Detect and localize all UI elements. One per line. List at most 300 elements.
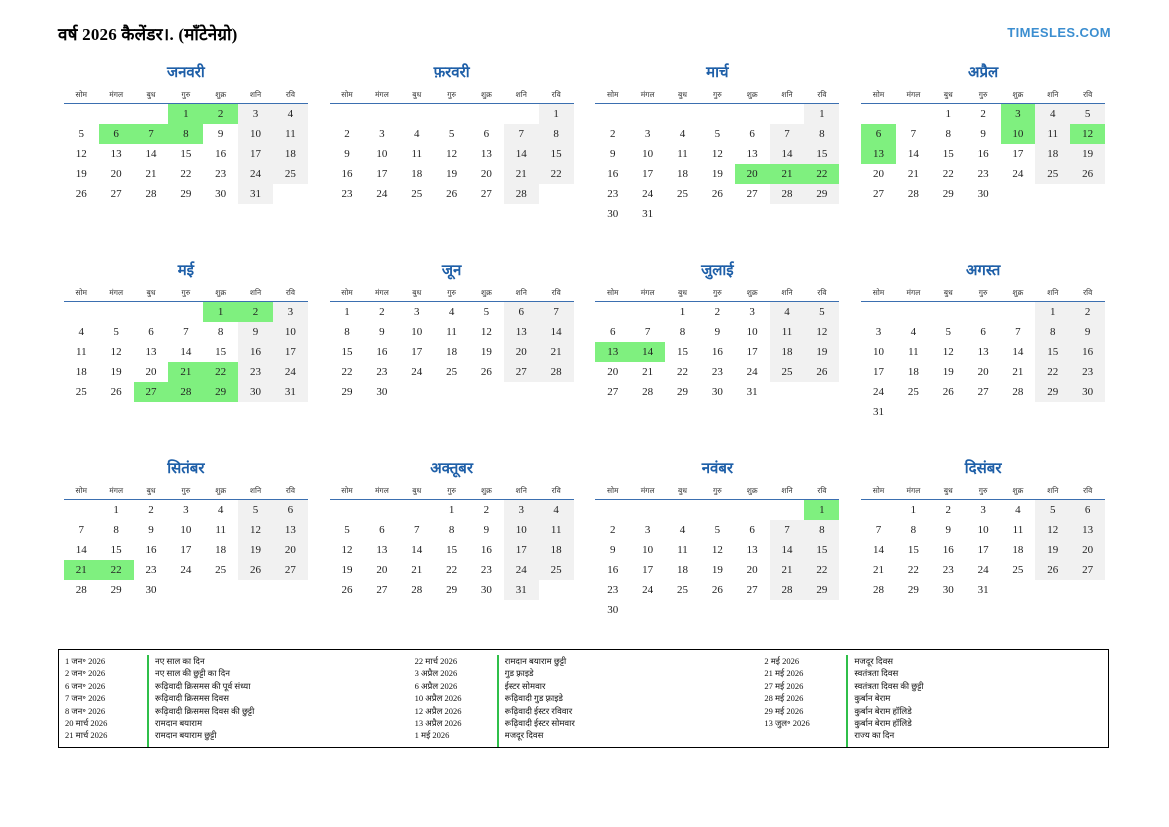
day-cell[interactable]: 29 [907,584,919,596]
day-cell[interactable]: 9 [610,544,616,556]
day-cell[interactable]: 25 [273,164,308,184]
day-cell[interactable]: 23 [215,168,227,180]
day-cell-holiday[interactable]: 21 [64,560,99,580]
day-cell[interactable]: 27 [110,188,122,200]
day-cell[interactable]: 10 [180,524,192,536]
day-cell[interactable]: 1 [448,504,455,516]
day-cell[interactable]: 23 [607,584,619,596]
day-cell[interactable]: 8 [945,128,951,140]
day-cell[interactable]: 1 [804,104,839,125]
day-cell[interactable]: 25 [1035,164,1070,184]
day-cell[interactable]: 29 [804,184,839,204]
day-cell[interactable]: 6 [483,128,490,140]
day-cell[interactable]: 29 [804,580,839,600]
day-cell[interactable]: 24 [180,564,192,576]
day-cell[interactable]: 19 [341,564,353,576]
day-cell[interactable]: 17 [642,168,654,180]
day-cell[interactable]: 17 [180,544,192,556]
day-cell[interactable]: 14 [504,144,539,164]
day-cell[interactable]: 10 [238,124,273,144]
day-cell[interactable]: 31 [504,580,539,600]
day-cell[interactable]: 4 [448,306,455,318]
day-cell[interactable]: 9 [379,326,385,338]
day-cell[interactable]: 16 [145,544,157,556]
day-cell[interactable]: 30 [607,208,619,220]
day-cell[interactable]: 2 [148,504,154,516]
day-cell[interactable]: 15 [539,144,574,164]
day-cell[interactable]: 19 [446,168,458,180]
day-cell[interactable]: 13 [746,148,758,160]
day-cell[interactable]: 11 [539,520,574,540]
day-cell[interactable]: 7 [504,124,539,144]
day-cell[interactable]: 30 [607,604,619,616]
day-cell[interactable]: 17 [873,366,885,378]
day-cell[interactable]: 24 [504,560,539,580]
day-cell[interactable]: 12 [238,520,273,540]
day-cell[interactable]: 22 [180,168,192,180]
day-cell[interactable]: 1 [113,504,119,516]
day-cell[interactable]: 7 [413,524,420,536]
day-cell[interactable]: 12 [942,346,954,358]
day-cell[interactable]: 28 [75,584,87,596]
day-cell[interactable]: 16 [341,168,353,180]
day-cell[interactable]: 13 [977,346,989,358]
day-cell[interactable]: 22 [446,564,458,576]
day-cell[interactable]: 26 [711,584,723,596]
day-cell[interactable]: 9 [344,148,350,160]
day-cell[interactable]: 4 [1015,504,1021,516]
day-cell[interactable]: 18 [273,144,308,164]
day-cell[interactable]: 16 [977,148,989,160]
day-cell[interactable]: 28 [642,386,654,398]
day-cell[interactable]: 14 [770,540,805,560]
day-cell[interactable]: 25 [446,366,458,378]
day-cell[interactable]: 23 [942,564,954,576]
day-cell[interactable]: 15 [804,540,839,560]
day-cell[interactable]: 18 [676,168,688,180]
day-cell[interactable]: 13 [273,520,308,540]
day-cell[interactable]: 12 [75,148,87,160]
day-cell[interactable]: 17 [746,346,758,358]
day-cell[interactable]: 21 [1012,366,1024,378]
day-cell-holiday[interactable]: 6 [99,124,134,144]
day-cell[interactable]: 26 [446,188,458,200]
day-cell[interactable]: 7 [910,128,917,140]
day-cell[interactable]: 10 [977,524,989,536]
day-cell[interactable]: 9 [714,326,721,338]
day-cell[interactable]: 18 [907,366,919,378]
day-cell[interactable]: 29 [341,386,353,398]
day-cell[interactable]: 12 [480,326,492,338]
day-cell[interactable]: 24 [1012,168,1024,180]
day-cell[interactable]: 9 [610,148,616,160]
day-cell[interactable]: 5 [804,302,839,323]
day-cell[interactable]: 30 [145,584,157,596]
day-cell[interactable]: 19 [711,564,723,576]
day-cell[interactable]: 18 [75,366,87,378]
day-cell[interactable]: 7 [770,124,805,144]
day-cell[interactable]: 2 [980,108,986,120]
day-cell[interactable]: 2 [610,524,616,536]
day-cell[interactable]: 12 [711,544,723,556]
day-cell[interactable]: 24 [642,188,654,200]
day-cell[interactable]: 25 [770,362,805,382]
day-cell[interactable]: 11 [908,346,919,358]
day-cell[interactable]: 8 [113,524,119,536]
day-cell[interactable]: 20 [376,564,388,576]
day-cell[interactable]: 4 [273,104,308,125]
day-cell[interactable]: 20 [273,540,308,560]
day-cell[interactable]: 24 [873,386,885,398]
day-cell[interactable]: 6 [148,326,154,338]
day-cell[interactable]: 5 [238,500,273,521]
day-cell[interactable]: 15 [446,544,458,556]
day-cell[interactable]: 7 [644,326,651,338]
day-cell[interactable]: 13 [376,544,388,556]
day-cell[interactable]: 7 [875,524,882,536]
day-cell[interactable]: 2 [714,306,721,318]
day-cell[interactable]: 25 [676,584,688,596]
day-cell[interactable]: 18 [539,540,574,560]
day-cell[interactable]: 14 [1012,346,1024,358]
day-cell[interactable]: 29 [110,584,122,596]
day-cell[interactable]: 9 [483,524,490,536]
day-cell[interactable]: 16 [238,342,273,362]
day-cell[interactable]: 14 [145,148,157,160]
day-cell[interactable]: 22 [539,164,574,184]
day-cell[interactable]: 28 [770,580,805,600]
day-cell[interactable]: 13 [110,148,122,160]
day-cell[interactable]: 12 [446,148,458,160]
day-cell[interactable]: 15 [676,346,688,358]
day-cell[interactable]: 27 [504,362,539,382]
day-cell[interactable]: 30 [376,386,388,398]
day-cell[interactable]: 19 [1035,540,1070,560]
day-cell[interactable]: 4 [217,504,224,516]
day-cell[interactable]: 20 [1070,540,1105,560]
day-cell[interactable]: 19 [110,366,122,378]
day-cell[interactable]: 1 [910,504,917,516]
day-cell[interactable]: 20 [480,168,492,180]
day-cell[interactable]: 1 [679,306,686,318]
day-cell[interactable]: 14 [770,144,805,164]
day-cell[interactable]: 2 [610,128,616,140]
day-cell[interactable]: 10 [411,326,423,338]
day-cell[interactable]: 14 [75,544,87,556]
day-cell[interactable]: 21 [642,366,654,378]
day-cell[interactable]: 13 [1070,520,1105,540]
day-cell[interactable]: 23 [145,564,157,576]
day-cell[interactable]: 4 [679,524,686,536]
day-cell[interactable]: 26 [804,362,839,382]
day-cell[interactable]: 27 [977,386,989,398]
day-cell[interactable]: 26 [1070,164,1105,184]
day-cell[interactable]: 20 [746,564,758,576]
day-cell[interactable]: 17 [977,544,989,556]
day-cell[interactable]: 11 [446,326,457,338]
day-cell[interactable]: 10 [873,346,885,358]
day-cell[interactable]: 24 [642,584,654,596]
day-cell[interactable]: 11 [770,322,805,342]
day-cell[interactable]: 10 [273,322,308,342]
day-cell[interactable]: 9 [1070,322,1105,342]
day-cell[interactable]: 23 [711,366,723,378]
day-cell[interactable]: 11 [1012,524,1024,536]
day-cell[interactable]: 5 [113,326,119,338]
day-cell[interactable]: 29 [942,188,954,200]
day-cell[interactable]: 14 [411,544,423,556]
day-cell[interactable]: 27 [746,584,758,596]
day-cell[interactable]: 27 [1070,560,1105,580]
day-cell[interactable]: 20 [110,168,122,180]
day-cell[interactable]: 7 [78,524,85,536]
day-cell-holiday[interactable]: 27 [134,382,169,402]
day-cell[interactable]: 22 [804,560,839,580]
day-cell[interactable]: 11 [273,124,308,144]
day-cell[interactable]: 24 [238,164,273,184]
day-cell[interactable]: 27 [273,560,308,580]
day-cell[interactable]: 8 [217,326,224,338]
day-cell[interactable]: 17 [273,342,308,362]
day-cell[interactable]: 26 [75,188,87,200]
day-cell[interactable]: 25 [215,564,227,576]
day-cell[interactable]: 31 [977,584,989,596]
day-cell[interactable]: 30 [977,188,989,200]
day-cell[interactable]: 13 [480,148,492,160]
day-cell[interactable]: 2 [945,504,951,516]
day-cell[interactable]: 26 [1035,560,1070,580]
day-cell[interactable]: 17 [238,144,273,164]
day-cell[interactable]: 23 [238,362,273,382]
day-cell-holiday[interactable]: 13 [595,342,630,362]
day-cell[interactable]: 30 [215,188,227,200]
day-cell[interactable]: 20 [873,168,885,180]
day-cell[interactable]: 9 [238,322,273,342]
day-cell[interactable]: 12 [1035,520,1070,540]
day-cell[interactable]: 31 [642,208,654,220]
day-cell[interactable]: 10 [642,544,654,556]
day-cell[interactable]: 10 [504,520,539,540]
day-cell[interactable]: 12 [804,322,839,342]
day-cell[interactable]: 28 [539,362,574,382]
day-cell[interactable]: 5 [714,128,721,140]
day-cell[interactable]: 29 [446,584,458,596]
day-cell[interactable]: 19 [942,366,954,378]
day-cell[interactable]: 5 [448,128,455,140]
day-cell[interactable]: 21 [539,342,574,362]
day-cell[interactable]: 6 [749,524,755,536]
day-cell[interactable]: 14 [180,346,192,358]
day-cell[interactable]: 1 [344,306,350,318]
day-cell[interactable]: 30 [1070,382,1105,402]
day-cell[interactable]: 20 [145,366,157,378]
day-cell[interactable]: 15 [804,144,839,164]
day-cell[interactable]: 22 [907,564,919,576]
day-cell[interactable]: 26 [238,560,273,580]
day-cell[interactable]: 1 [1035,302,1070,323]
day-cell[interactable]: 27 [480,188,492,200]
day-cell[interactable]: 3 [183,504,189,516]
day-cell-holiday[interactable]: 29 [203,382,238,402]
day-cell[interactable]: 21 [770,560,805,580]
day-cell[interactable]: 6 [379,524,385,536]
day-cell[interactable]: 3 [413,306,420,318]
day-cell[interactable]: 4 [1035,104,1070,125]
day-cell[interactable]: 16 [1070,342,1105,362]
day-cell[interactable]: 3 [504,500,539,521]
day-cell[interactable]: 23 [607,188,619,200]
day-cell[interactable]: 5 [1070,104,1105,125]
day-cell[interactable]: 1 [945,108,951,120]
day-cell[interactable]: 26 [341,584,353,596]
day-cell[interactable]: 13 [145,346,157,358]
day-cell[interactable]: 25 [539,560,574,580]
day-cell[interactable]: 3 [273,302,308,323]
day-cell[interactable]: 4 [539,500,574,521]
day-cell-holiday[interactable]: 7 [134,124,169,144]
day-cell[interactable]: 3 [644,524,651,536]
day-cell[interactable]: 29 [180,188,192,200]
day-cell[interactable]: 10 [642,148,654,160]
day-cell[interactable]: 19 [238,540,273,560]
day-cell-holiday[interactable]: 1 [804,500,839,521]
day-cell[interactable]: 15 [341,346,353,358]
day-cell[interactable]: 5 [344,524,350,536]
day-cell[interactable]: 3 [238,104,273,125]
day-cell[interactable]: 10 [746,326,758,338]
day-cell[interactable]: 31 [873,406,885,418]
day-cell[interactable]: 3 [644,128,651,140]
day-cell[interactable]: 30 [942,584,954,596]
day-cell[interactable]: 19 [75,168,87,180]
day-cell[interactable]: 21 [907,168,919,180]
day-cell[interactable]: 18 [446,346,458,358]
day-cell[interactable]: 11 [1035,124,1070,144]
day-cell-holiday[interactable]: 10 [1001,124,1036,144]
day-cell[interactable]: 16 [607,168,619,180]
day-cell[interactable]: 27 [376,584,388,596]
day-cell[interactable]: 8 [1035,322,1070,342]
day-cell[interactable]: 19 [711,168,723,180]
day-cell[interactable]: 8 [448,524,455,536]
day-cell[interactable]: 24 [746,366,758,378]
day-cell[interactable]: 28 [145,188,157,200]
day-cell[interactable]: 14 [539,322,574,342]
day-cell-holiday[interactable]: 20 [735,164,770,184]
day-cell[interactable]: 23 [977,168,989,180]
day-cell-holiday[interactable]: 13 [861,144,896,164]
day-cell[interactable]: 21 [504,164,539,184]
day-cell[interactable]: 8 [804,520,839,540]
day-cell[interactable]: 29 [1035,382,1070,402]
day-cell[interactable]: 2 [483,504,490,516]
day-cell[interactable]: 5 [945,326,951,338]
day-cell[interactable]: 5 [78,128,85,140]
day-cell-holiday[interactable]: 14 [630,342,665,362]
day-cell[interactable]: 4 [910,326,917,338]
day-cell[interactable]: 12 [341,544,353,556]
day-cell[interactable]: 13 [746,544,758,556]
day-cell[interactable]: 25 [676,188,688,200]
day-cell[interactable]: 8 [910,524,917,536]
day-cell[interactable]: 5 [714,524,721,536]
day-cell[interactable]: 12 [711,148,723,160]
day-cell[interactable]: 24 [376,188,388,200]
day-cell[interactable]: 11 [215,524,226,536]
day-cell[interactable]: 10 [376,148,388,160]
day-cell[interactable]: 17 [376,168,388,180]
day-cell[interactable]: 15 [907,544,919,556]
day-cell[interactable]: 2 [379,306,385,318]
day-cell[interactable]: 13 [504,322,539,342]
day-cell-holiday[interactable]: 22 [203,362,238,382]
day-cell[interactable]: 17 [1012,148,1024,160]
day-cell[interactable]: 25 [907,386,919,398]
day-cell[interactable]: 3 [875,326,882,338]
day-cell[interactable]: 15 [1035,342,1070,362]
day-cell[interactable]: 9 [148,524,154,536]
day-cell[interactable]: 23 [341,188,353,200]
day-cell[interactable]: 7 [1015,326,1021,338]
day-cell[interactable]: 28 [504,184,539,204]
day-cell[interactable]: 22 [341,366,353,378]
day-cell[interactable]: 15 [215,346,227,358]
day-cell[interactable]: 6 [1070,500,1105,521]
day-cell[interactable]: 16 [942,544,954,556]
day-cell[interactable]: 23 [480,564,492,576]
day-cell[interactable]: 18 [676,564,688,576]
day-cell[interactable]: 24 [411,366,423,378]
day-cell[interactable]: 6 [749,128,755,140]
day-cell-holiday[interactable]: 2 [238,302,273,323]
day-cell[interactable]: 11 [411,148,423,160]
day-cell[interactable]: 28 [411,584,423,596]
day-cell[interactable]: 27 [746,188,758,200]
day-cell[interactable]: 5 [1035,500,1070,521]
day-cell[interactable]: 22 [676,366,688,378]
day-cell[interactable]: 3 [749,306,755,318]
day-cell[interactable]: 24 [977,564,989,576]
day-cell[interactable]: 7 [539,302,574,323]
day-cell[interactable]: 15 [180,148,192,160]
day-cell[interactable]: 18 [411,168,423,180]
day-cell-holiday[interactable]: 6 [861,124,896,144]
day-cell[interactable]: 21 [873,564,885,576]
day-cell[interactable]: 26 [711,188,723,200]
day-cell[interactable]: 30 [238,382,273,402]
day-cell[interactable]: 6 [610,326,616,338]
day-cell[interactable]: 23 [376,366,388,378]
day-cell[interactable]: 28 [1012,386,1024,398]
day-cell[interactable]: 31 [238,184,273,204]
day-cell[interactable]: 27 [607,386,619,398]
day-cell[interactable]: 21 [411,564,423,576]
day-cell[interactable]: 15 [942,148,954,160]
day-cell[interactable]: 18 [1012,544,1024,556]
day-cell[interactable]: 9 [217,128,224,140]
day-cell[interactable]: 8 [344,326,350,338]
day-cell[interactable]: 24 [273,362,308,382]
day-cell[interactable]: 5 [483,306,490,318]
day-cell[interactable]: 29 [676,386,688,398]
day-cell-holiday[interactable]: 2 [203,104,238,125]
day-cell-holiday[interactable]: 21 [168,362,203,382]
day-cell[interactable]: 25 [1012,564,1024,576]
day-cell[interactable]: 17 [411,346,423,358]
day-cell[interactable]: 7 [183,326,189,338]
day-cell[interactable]: 18 [215,544,227,556]
day-cell[interactable]: 31 [746,386,758,398]
